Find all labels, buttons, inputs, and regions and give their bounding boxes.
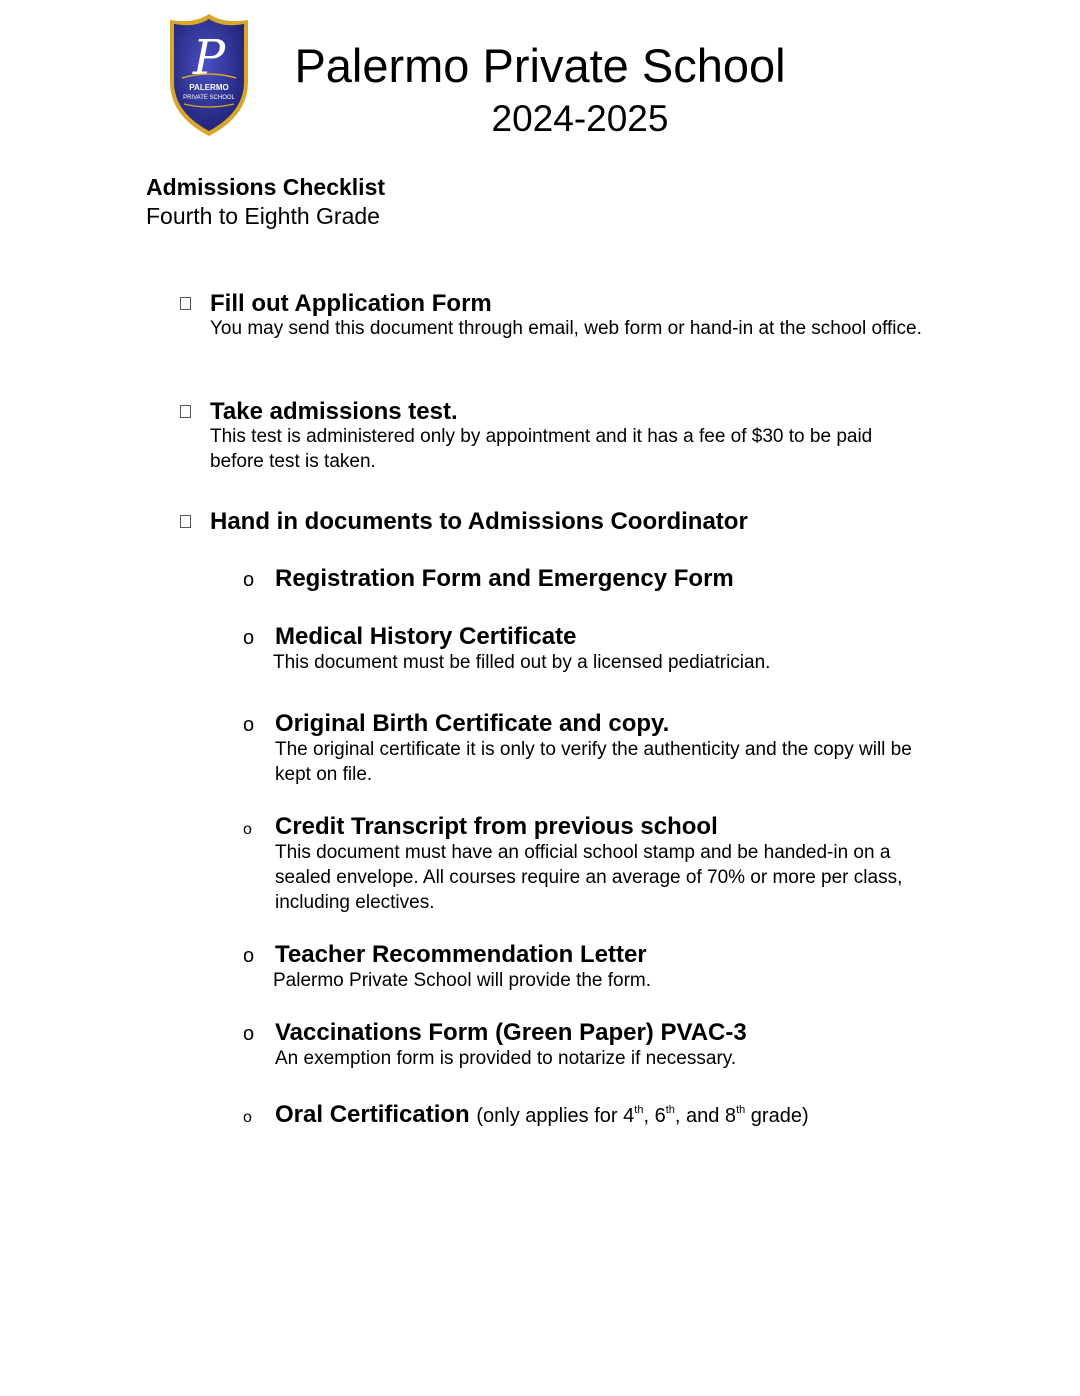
hollow-circle-bullet-icon: o [243,1023,255,1045]
hollow-circle-bullet-icon: o [243,714,255,736]
school-crest-logo [164,12,254,138]
document-item-title: Registration Form and Emergency Form [275,565,734,592]
document-item-description: Palermo Private School will provide the form. [273,970,652,991]
school-year: 2024-2025 [491,98,669,139]
document-item-title: Credit Transcript from previous school [275,813,718,840]
checklist-item-description: This test is administered only by appointment and it has a fee of $30 to be paid before test is taken. [210,426,873,472]
hollow-circle-bullet-icon: o [243,627,255,649]
page-title: Palermo Private School [294,39,786,92]
section-subheading: Fourth to Eighth Grade [146,203,380,229]
empty-checkbox-icon[interactable] [180,515,191,528]
document-item-description: The original certificate it is only to verify the authenticity and the copy will be kept on file. [275,739,912,785]
document-item-description: This document must have an official school stamp and be handed-in on a sealed envelope. All courses require an average of 70% or more per class, including electives. [275,842,903,913]
document-item-title: Original Birth Certificate and copy. [275,710,670,737]
hollow-circle-bullet-icon: o [243,821,252,838]
checklist-item-title: Hand in documents to Admissions Coordinator [210,508,748,535]
svg-text:PALERMO: PALERMO [189,83,229,92]
document-item-description: An exemption form is provided to notarize if necessary. [275,1048,737,1069]
svg-text:P: P [192,30,226,86]
grade-applicability-note: (only applies for 4th, 6th, and 8th grade) [476,1104,809,1127]
section-heading: Admissions Checklist [146,174,386,200]
document-item-title: Medical History Certificate [275,623,577,650]
document-item-title [275,1100,809,1131]
checklist-item-description: You may send this document through email, web form or hand-in at the school office. [210,318,922,339]
svg-text:PRIVATE SCHOOL: PRIVATE SCHOOL [183,95,235,101]
document-item-title: Teacher Recommendation Letter [275,941,647,968]
checklist-item-title: Take admissions test. [210,398,458,425]
oral-certification-title: Oral Certification [275,1101,470,1128]
empty-checkbox-icon[interactable] [180,405,191,418]
empty-checkbox-icon[interactable] [180,297,191,310]
hollow-circle-bullet-icon: o [243,1109,252,1126]
document-item-description: This document must be filled out by a licensed pediatrician. [273,652,771,673]
checklist-item-title: Fill out Application Form [210,290,492,317]
hollow-circle-bullet-icon: o [243,569,255,591]
document-item-title: Vaccinations Form (Green Paper) PVAC-3 [275,1019,747,1046]
hollow-circle-bullet-icon: o [243,945,255,967]
